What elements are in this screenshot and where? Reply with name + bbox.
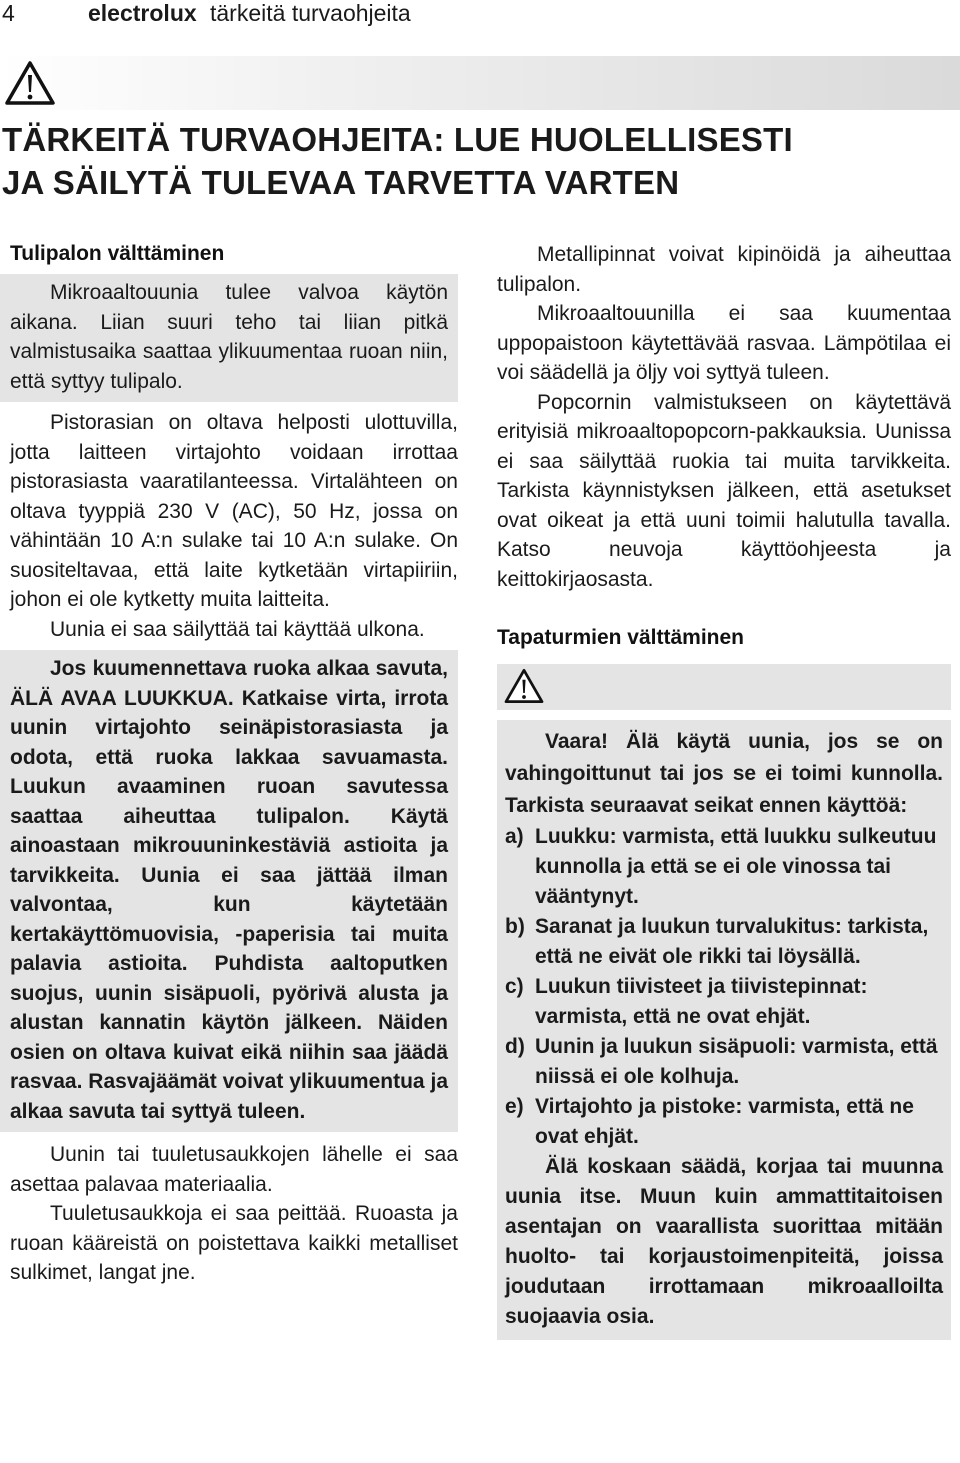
- paragraph-metal: Metallipinnat voivat kipinöidä ja aiheuttaa tulipalon.: [497, 243, 951, 296]
- page-number: 4: [2, 0, 15, 26]
- checklist-text: Uunin ja luukun sisäpuoli: varmista, että niissä ei ole kolhuja.: [535, 1035, 938, 1088]
- danger-box: [497, 720, 951, 1340]
- accident-warning-band: [497, 664, 951, 710]
- fire-warning-box: [0, 274, 458, 402]
- section-heading-accidents: Tapaturmien välttäminen: [497, 626, 744, 649]
- page-header: [0, 0, 960, 30]
- warning-triangle-icon: [503, 668, 545, 704]
- checklist-letter: d): [505, 1035, 525, 1058]
- checklist-letter: a): [505, 825, 524, 848]
- checklist-item: [505, 1032, 943, 1092]
- danger-intro: Vaara! Älä käytä uunia, jos se on vahingoittunut tai jos se ei toimi kunnolla. Tarkista seuraavat seikat ennen käyttöä:: [505, 730, 943, 817]
- right-column: [497, 240, 951, 1340]
- checklist-text: Luukun tiivisteet ja tiivistepinnat: varmista, että ne ovat ehjät.: [535, 975, 868, 1028]
- checklist-item: [505, 1092, 943, 1152]
- danger-outro: Älä koskaan säädä, korjaa tai muunna uunia itse. Muun kuin ammattitaitoisen asentajan on vaarallista suorittaa mitään huolto- tai korjaustoimenpiteitä, joissa joudutaan irrottamaan mikroaalloilta suojaavia osia.: [505, 1155, 943, 1328]
- section-heading-fire: Tulipalon välttäminen: [10, 242, 225, 265]
- checklist: [505, 822, 943, 1152]
- warning-band: [0, 56, 960, 110]
- checklist-item: [505, 912, 943, 972]
- checklist-letter: e): [505, 1095, 524, 1118]
- paragraph-popcorn: Popcornin valmistukseen on käytettävä erityisiä mikroaaltopopcorn-pakkauksia. Uunissa ei saa säilyttää ruokia tai muita tarvikkeita. Tarkista käynnistyksen jälkeen, että asetukset ovat oikeat ja että uuni toimii halutulla tavalla. Katso neuvoja käyttöohjeesta ja keittokirjaosasta.: [497, 390, 951, 591]
- checklist-text: Luukku: varmista, että luukku sulkeutuu kunnolla ja että se ei ole vinossa tai vääntynyt.: [535, 825, 937, 908]
- page-title: [2, 118, 942, 204]
- paragraph-outdoor: Uunia ei saa säilyttää tai käyttää ulkona.: [50, 617, 425, 641]
- paragraph-socket: Pistorasian on oltava helposti ulottuvilla, jotta laitteen virtajohto voidaan irrottaa pistorasiasta vaaratilanteessa. Virtalähteen on oltava tyyppiä 230 V (AC), 50 Hz, jossa on vähintään 10 A:n sulake tai 10 A:n sulake. On suositeltavaa, että laite kytketään virtapiiriin, johon ei ole kytketty muita laitteita.: [10, 411, 458, 611]
- checklist-item: [505, 822, 943, 912]
- brand-name: electrolux: [88, 0, 197, 26]
- left-column: [10, 240, 458, 1288]
- header-subtitle: tärkeitä turvaohjeita: [210, 0, 411, 26]
- paragraph-deep-fry: Mikroaaltouunilla ei saa kuumentaa uppopaistoon käytettävää rasvaa. Lämpötilaa ei voi säädellä ja öljy voi syttyä tuleen.: [497, 302, 951, 384]
- checklist-letter: b): [505, 915, 525, 938]
- paragraph-vents: Tuuletusaukkoja ei saa peittää. Ruoasta ja ruoan kääreistä on poistettava kaikki metalliset sulkimet, langat jne.: [10, 1202, 458, 1284]
- checklist-text: Virtajohto ja pistoke: varmista, että ne ovat ehjät.: [535, 1095, 914, 1148]
- checklist-text: Saranat ja luukun turvalukitus: tarkista, että ne eivät ole rikki tai löysällä.: [535, 915, 929, 968]
- paragraph-flammable: Uunin tai tuuletusaukkojen lähelle ei saa asettaa palavaa materiaalia.: [10, 1143, 458, 1196]
- title-line-1: TÄRKEITÄ TURVAOHJEITA: LUE HUOLELLISESTI: [2, 121, 793, 158]
- paragraph-smoke: Jos kuumennettava ruoka alkaa savuta, ÄLÄ AVAA LUUKKUA. Katkaise virta, irrota uunin virtajohto seinäpistorasiasta ja odota, että ruoka lakkaa savuamasta. Luukun avaaminen ruoan savutessa saattaa aiheuttaa tulipalon. Käytä ainoastaan mikrouuninkestäviä astioita ja tarvikkeita. Uunia ei saa jättää ilman valvontaa, kun käytetään kertakäyttömuovisia, -paperisia tai muita palavia astioita. Puhdista aaltoputken suojus, uunin sisäpuoli, pyörivä alusta ja alustan kannatin käytön jälkeen. Näiden osien on oltava kuivat eikä niihin saa jäädä rasvaa. Rasvajäämät voivat ylikuumentua ja alkaa savuta tai syttyä tuleen.: [10, 657, 448, 1123]
- warning-triangle-icon: [4, 60, 56, 111]
- checklist-item: [505, 972, 943, 1032]
- paragraph-supervise: Mikroaaltouunia tulee valvoa käytön aikana. Liian suuri teho tai liian pitkä valmistusaika saattaa ylikuumentaa ruoan niin, että syttyy tulipalo.: [10, 281, 448, 393]
- smoke-warning-box: [0, 650, 458, 1132]
- title-line-2: JA SÄILYTÄ TULEVAA TARVETTA VARTEN: [2, 164, 680, 201]
- checklist-letter: c): [505, 975, 524, 998]
